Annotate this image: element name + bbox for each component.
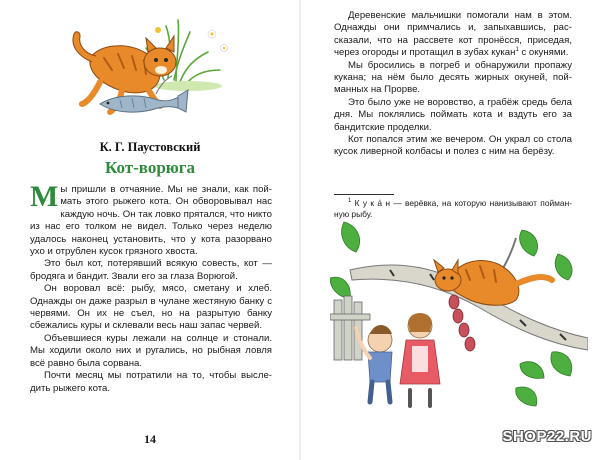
paragraph [334,10,572,60]
footnote-reference: 1 [515,47,519,54]
paragraph: Кот попался этим же вечером. Он украл со стола кусок ливерной колбасы и полез с ним на берёзу. [334,134,572,158]
paragraph-text: с окунями. [518,47,569,59]
paragraph-text: Деревенские мальчишки помогали нам в этом. Однажды они примчались и, запыхавшись, рассказали, что на рассвете кот пронёсся, приседая, через огороды и протащил в зубах кукан [334,10,572,59]
footnote-mark: 1 [348,198,352,205]
footnote-text: К у к а́ н — верёвка, на которую нанизывают пойманную рыбу. [334,198,572,219]
paragraph: Это было уже не воровство, а грабёж средь бела дня. Мы поклялись поймать кота и вздуть его за бандитские проделки. [334,96,572,133]
drop-cap: М [30,180,59,213]
page-number: 14 [144,432,156,446]
right-page [300,0,600,460]
story-title: Кот-ворюга [105,158,195,177]
cat-with-fish-illustration [60,8,240,126]
footnote [334,198,572,220]
paragraph-text: ы пришли в отчаяние. Мы не знали, как поймать этого рыжего кота. Он обворовывал нас каждую ночь. Он так ловко прятался, что никто из нас его толком не видел. Только через неделю удалось наконец установить, что у кота разорвано ухо и отрублен кусок грязного хвоста. [30,184,272,258]
paragraph: Он воровал всё: рыбу, мясо, сметану и хлеб. Однажды он даже разрыл в чулане жестяную банку с червями. Он их не съел, но на разрытую банку сбежались куры и склевали весь наш запас червей. [30,283,272,332]
paragraph: Это был кот, потерявший всякую совесть, кот — бродяга и бандит. Звали его за глаза Ворюгой. [30,258,272,282]
paragraph: Мы бросились в погреб и обнаружили пропажу кукана; на нём было десять жирных окуней, пойманных на Прорве. [334,59,572,96]
left-page-text [30,180,272,395]
footnote-divider [334,194,394,195]
paragraph: Объевшиеся куры лежали на солнце и стонали. Мы ходили около них и ругались, но рыбная ловля всё равно была сорвана. [30,332,272,369]
right-page-text [334,10,572,159]
paragraph [30,180,272,258]
cat-on-birch-illustration [330,218,588,414]
paragraph: Почти месяц мы потратили на то, чтобы выследить рыжего кота. [30,370,272,394]
author-name: К. Г. Паустовский [99,140,201,154]
shop-watermark: SHOP22.RU [502,428,592,445]
